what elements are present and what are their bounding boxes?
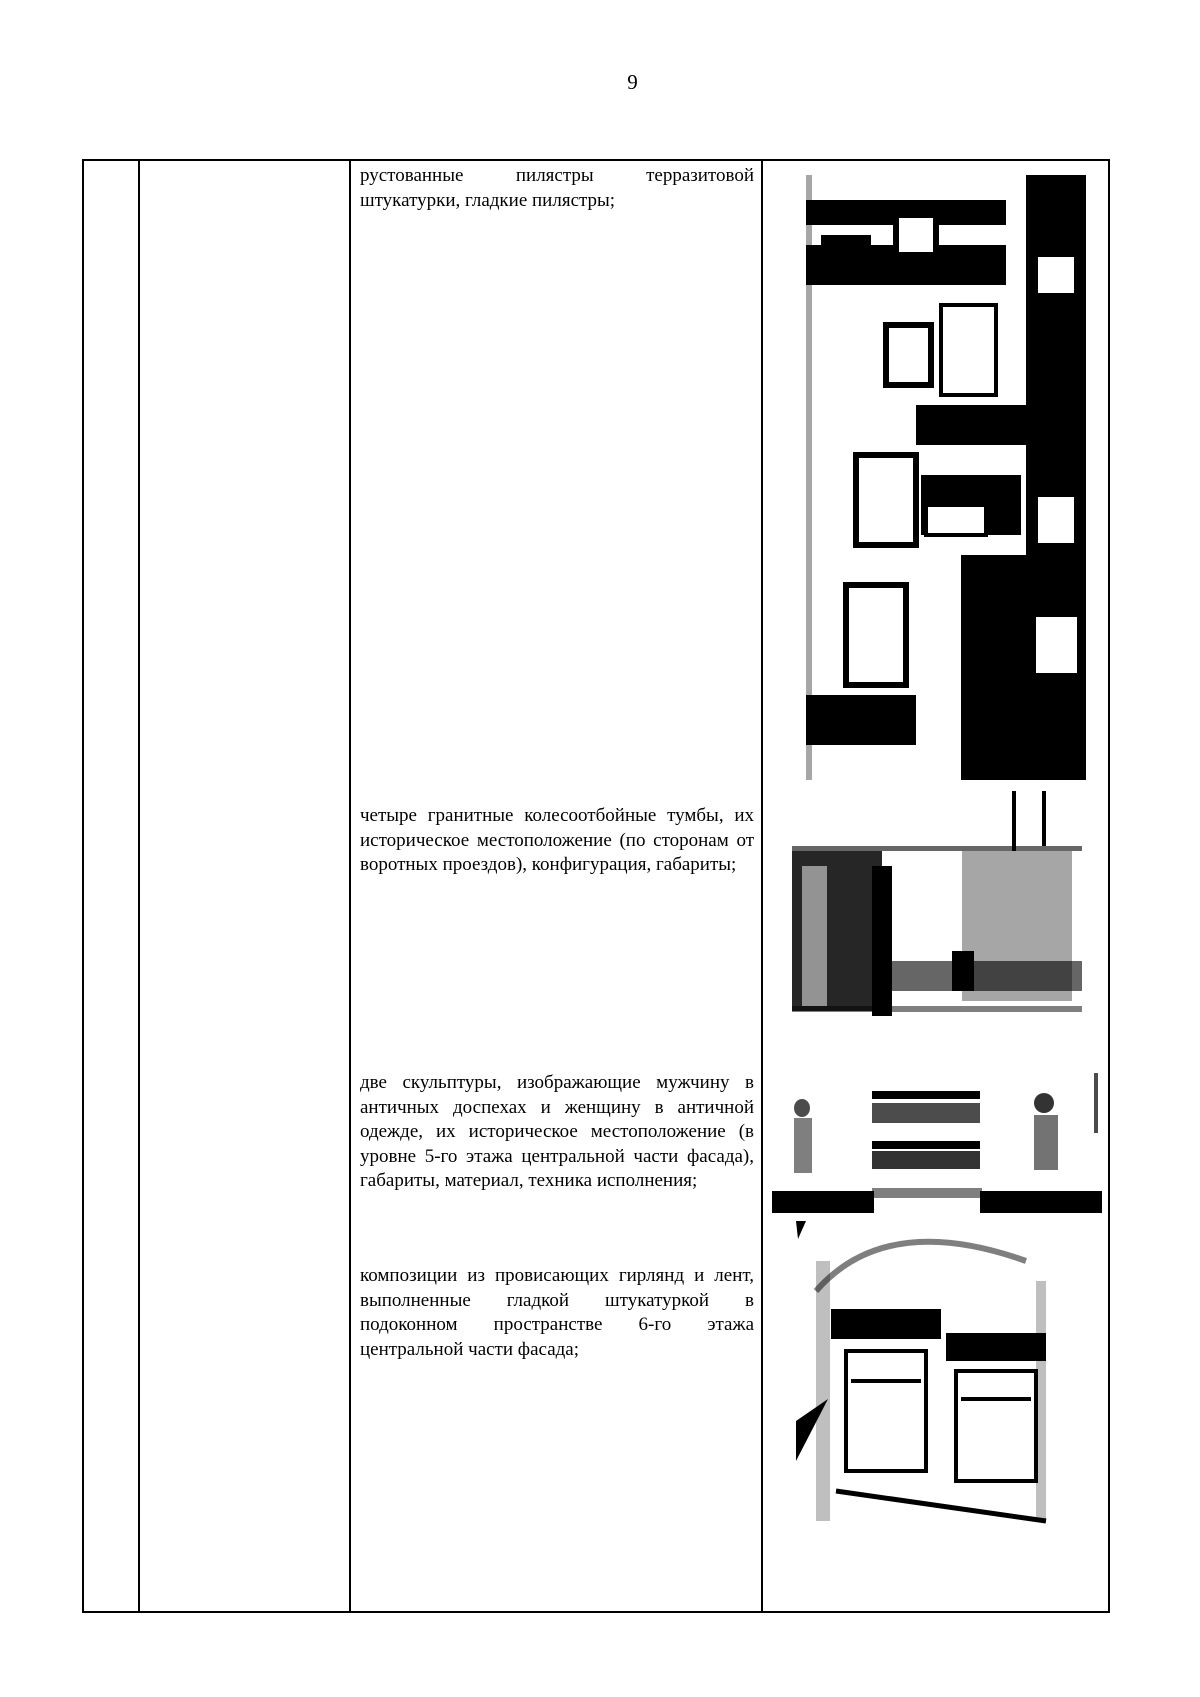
granite-bollards-photo: [792, 791, 1082, 1023]
column-divider: [349, 161, 351, 1611]
table-row-text: композиции из провисающих гирлянд и лент, выполненные гладкой штукатуркой в подоконном пространстве 6-го этажа центральной части фасада;: [360, 1265, 754, 1360]
column-divider: [761, 161, 763, 1611]
table-row-text: рустованные пилястры терразитовой штукатурки, гладкие пилястры;: [360, 165, 754, 211]
table-row-text: четыре гранитные колесоотбойные тумбы, их историческое местоположение (по сторонам от воротных проездов), конфигурация, габариты;: [360, 805, 754, 875]
facade-pilasters-photo: [796, 175, 1086, 780]
sculptures-photo: [772, 1063, 1102, 1213]
garland-compositions-photo: [796, 1221, 1066, 1601]
column-divider: [138, 161, 140, 1611]
page-number: 9: [627, 70, 638, 94]
objects-table: [82, 159, 1110, 1613]
table-row-text: две скульптуры, изображающие мужчину в античных доспехах и женщину в античной одежде, их историческое местоположение (в уровне 5-го этажа центральной части фасада), габариты, материал, техника исполнения;: [360, 1072, 754, 1191]
